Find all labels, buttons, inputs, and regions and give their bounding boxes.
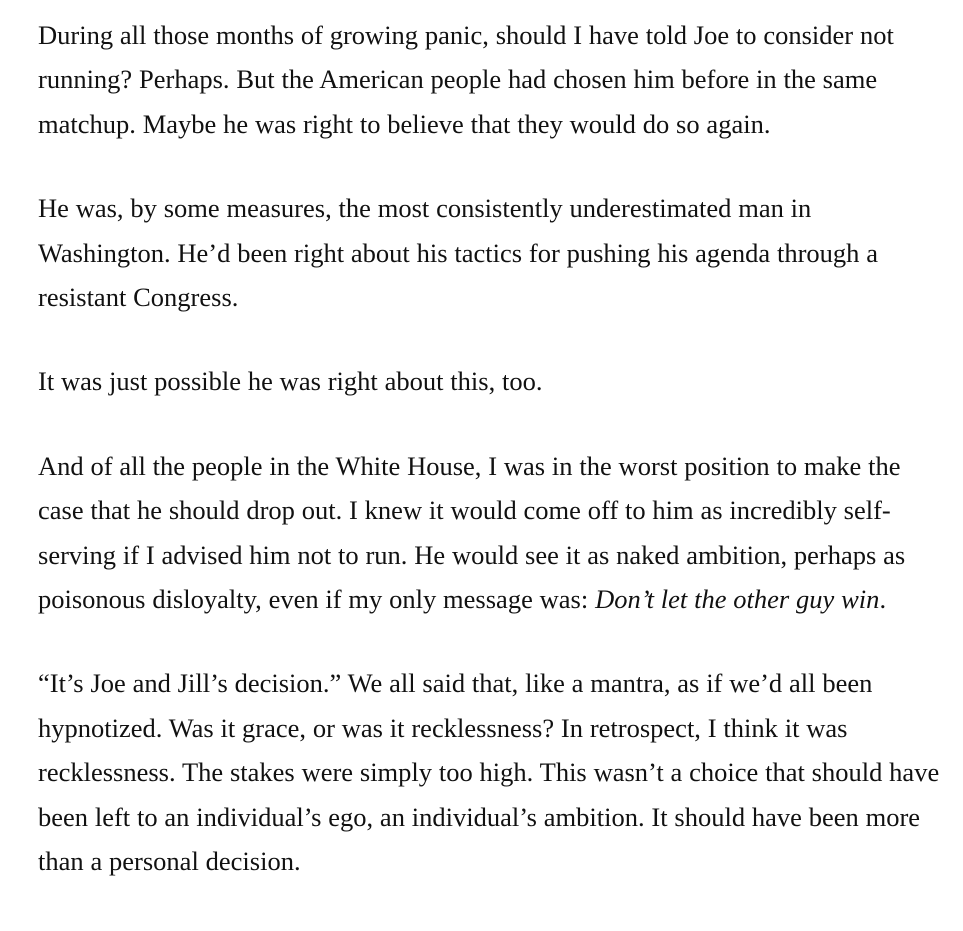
paragraph-2	[38, 186, 943, 319]
paragraph-2-text: He was, by some measures, the most consistently underestimated man in Washington. He’d been right about his tactics for pushing his agenda through a resistant Congress.	[38, 193, 878, 313]
paragraph-5	[38, 661, 943, 883]
paragraph-4-text: And of all the people in the White House, I was in the worst position to make the case that he should drop out. I knew it would come off to him as incredibly self-serving if I advised him not to run. He would see it as naked ambition, perhaps as poisonous disloyalty, even if my only message was:	[38, 450, 906, 615]
paragraph-3	[38, 359, 943, 403]
paragraph-4-italic-quote: Don’t let the other guy win	[595, 584, 880, 615]
paragraph-5-text: “It’s Joe and Jill’s decision.” We all said that, like a mantra, as if we’d all been hypnotized. Was it grace, or was it recklessness? In retrospect, I think it was recklessness. The stakes were simply too high. This wasn’t a choice that should have been left to an individual’s ego, an individual’s ambition. It should have been more than a personal decision.	[38, 668, 940, 877]
paragraph-4-tail: .	[879, 584, 887, 615]
paragraph-1	[38, 13, 943, 146]
paragraph-1-text: During all those months of growing panic, should I have told Joe to consider not running? Perhaps. But the American people had chosen him before in the same matchup. Maybe he was right to believe that they would do so again.	[38, 20, 894, 139]
paragraph-4	[38, 444, 943, 622]
paragraph-3-text: It was just possible he was right about this, too.	[38, 366, 543, 397]
